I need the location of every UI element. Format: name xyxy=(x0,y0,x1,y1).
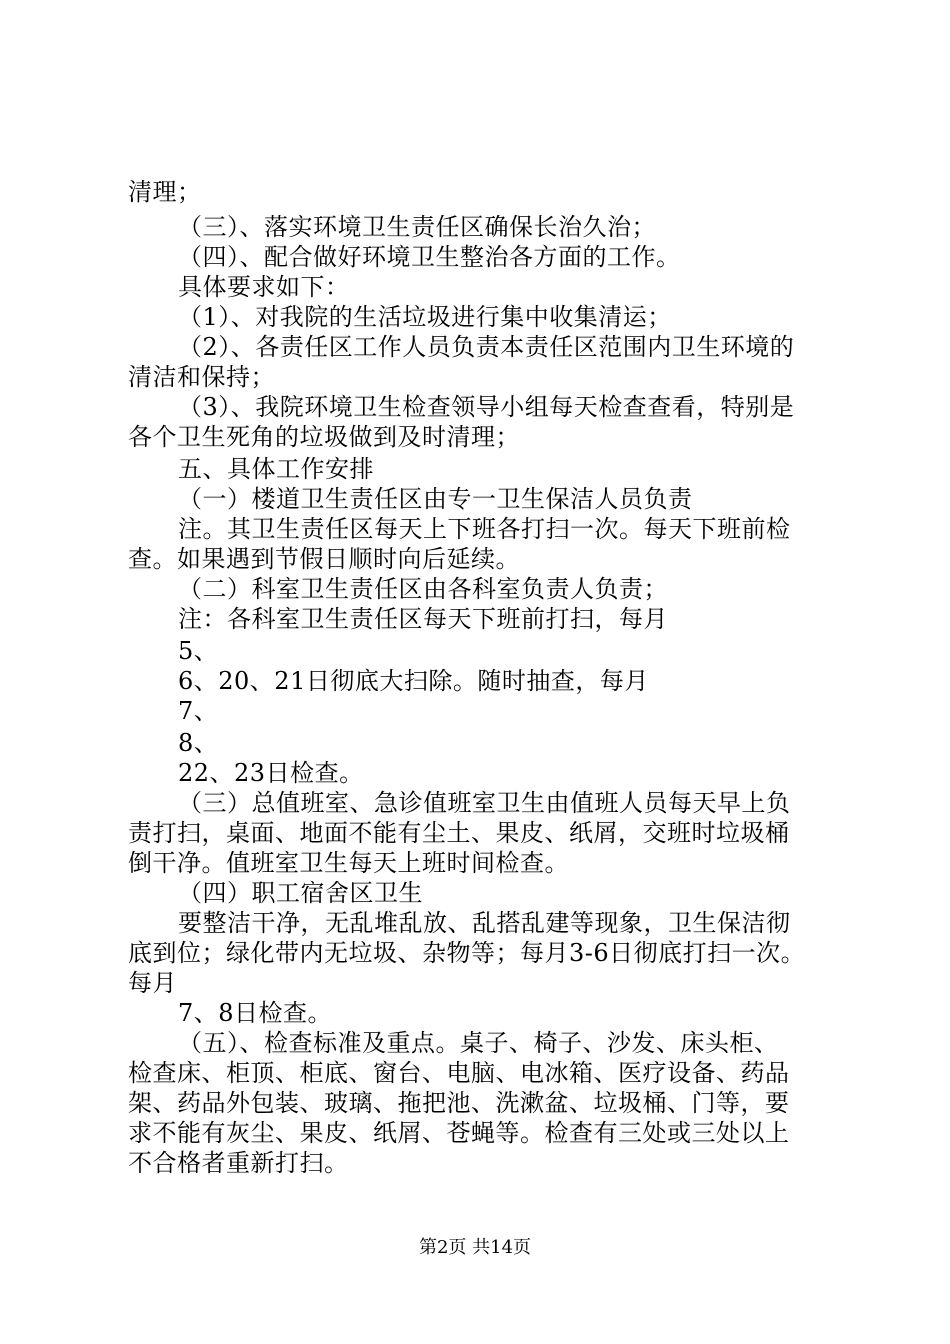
text-line: （2）、各责任区工作人员负责本责任区范围内卫生环境的 xyxy=(178,333,795,361)
text-line: 注：各科室卫生责任区每天下班前打扫，每月 xyxy=(178,605,668,633)
text-line: 求不能有灰尘、果皮、纸屑、苍蝇等。检查有三处或三处以上 xyxy=(128,1119,790,1147)
text-line: （四）职工宿舍区卫生 xyxy=(178,879,423,907)
text-line: 8、 xyxy=(178,729,219,757)
text-line: （五）、检查标准及重点。桌子、椅子、沙发、床头柜、 xyxy=(178,1029,779,1057)
section-heading: 五、具体工作安排 xyxy=(178,455,374,483)
text-line: （3）、我院环境卫生检查领导小组每天检查查看，特别是 xyxy=(178,393,795,421)
text-line: 底到位；绿化带内无垃圾、杂物等；每月3-6日彻底打扫一次。 xyxy=(128,939,806,967)
text-line: 各个卫生死角的垃圾做到及时清理； xyxy=(128,423,520,451)
text-line: 查。如果遇到节假日顺时向后延续。 xyxy=(128,545,520,573)
text-line: 倒干净。值班室卫生每天上班时间检查。 xyxy=(128,849,569,877)
text-line: 5、 xyxy=(178,637,219,665)
text-line: 要整洁干净，无乱堆乱放、乱搭乱建等现象，卫生保洁彻 xyxy=(178,909,791,937)
text-line: 每月 xyxy=(128,969,177,997)
text-line: 22、23日检查。 xyxy=(178,759,364,787)
text-line: （1）、对我院的生活垃圾进行集中收集清运； xyxy=(178,303,672,331)
text-line: 架、药品外包装、玻璃、拖把池、洗漱盆、垃圾桶、门等，要 xyxy=(128,1089,790,1117)
text-line: 注。其卫生责任区每天上下班各打扫一次。每天下班前检 xyxy=(178,515,791,543)
text-line: 不合格者重新打扫。 xyxy=(128,1149,349,1177)
text-line: （二）科室卫生责任区由各科室负责人负责； xyxy=(178,575,668,603)
text-line: （四）、配合做好环境卫生整治各方面的工作。 xyxy=(178,243,681,271)
text-line: 7、8日检查。 xyxy=(178,999,333,1027)
text-line: （三）、落实环境卫生责任区确保长治久治； xyxy=(178,213,656,241)
text-line: 具体要求如下： xyxy=(178,273,350,301)
text-line: 清洁和保持； xyxy=(128,363,275,391)
text-line: （三）总值班室、急诊值班室卫生由值班人员每天早上负 xyxy=(178,789,791,817)
text-line: 6、20、21日彻底大扫除。随时抽查，每月 xyxy=(178,667,649,695)
text-line: （一）楼道卫生责任区由专一卫生保洁人员负责 xyxy=(178,485,693,513)
text-line: 责打扫，桌面、地面不能有尘土、果皮、纸屑，交班时垃圾桶 xyxy=(128,819,790,847)
text-line: 清理； xyxy=(128,178,202,206)
text-line: 检查床、柜顶、柜底、窗台、电脑、电冰箱、医疗设备、药品 xyxy=(128,1059,790,1087)
text-line: 7、 xyxy=(178,697,219,725)
page-number-footer: 第2页 共14页 xyxy=(418,1237,532,1258)
